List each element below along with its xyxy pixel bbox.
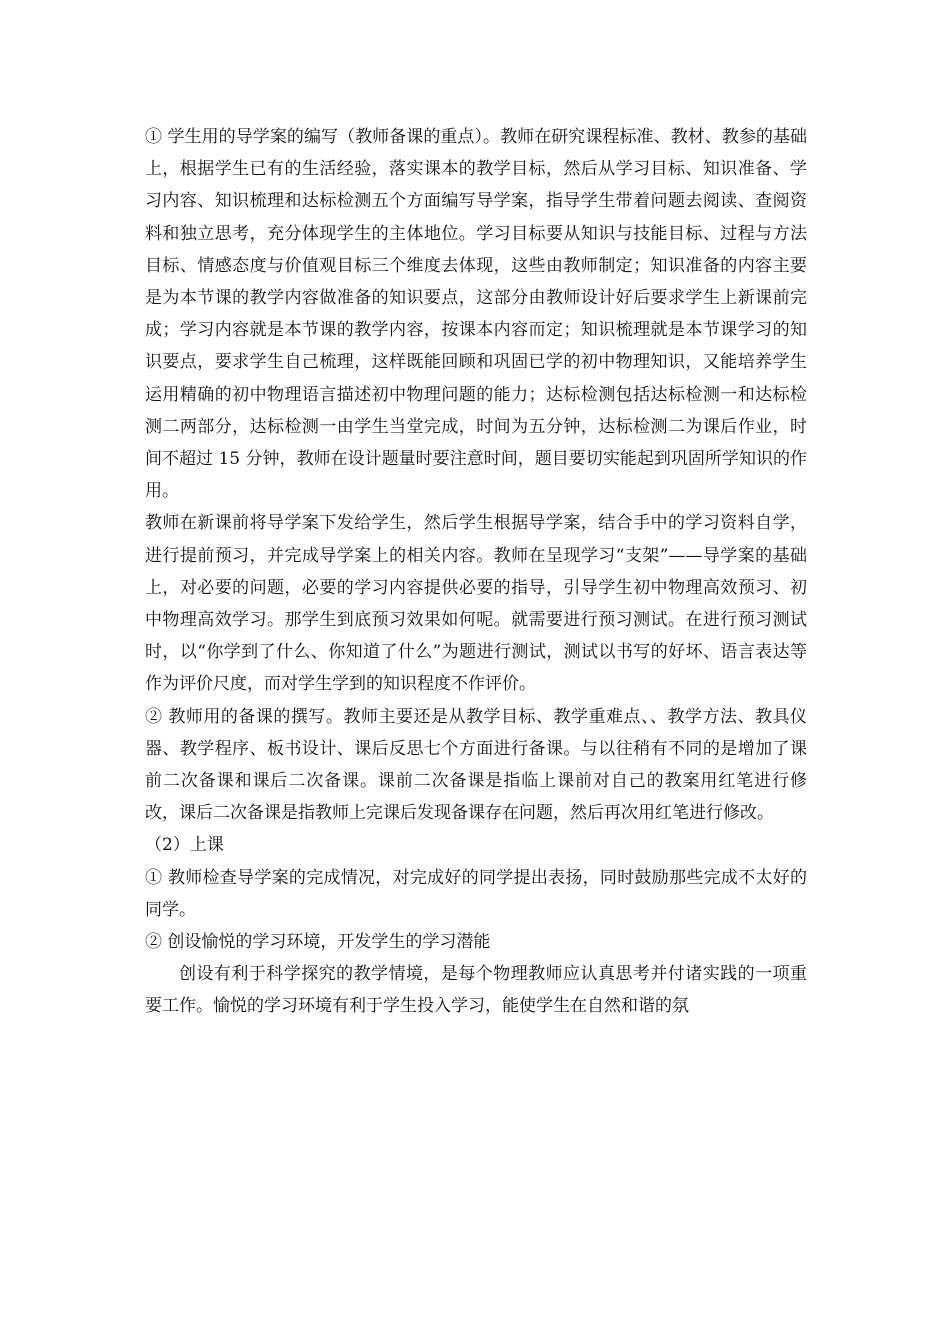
paragraph-learning-environment-heading: ② 创设愉悦的学习环境，开发学生的学习潜能 [145,932,491,953]
paragraph-check-guide: ① 教师检查导学案的完成情况，对完成好的同学提出表扬，同时鼓励那些完成不太好的同学。 [145,867,807,920]
paragraph-inquiry-situation: 创设有利于科学探究的教学情境，是每个物理教师应认真思考并付诸实践的一项重要工作。愉悦的学习环境有利于学生投入学习，能使学生在自然和谐的氛 [145,964,807,1017]
paragraph-student-guide-writing: ① 学生用的导学案的编写（教师备课的重点）。教师在研究课程标准、教材、教参的基础上，根据学生已有的生活经验，落实课本的教学目标，然后从学习目标、知识准备、学习内容、知识梳理和达标检测五个方面编写导学案，指导学生带着问题去阅读、查阅资料和独立思考，充分体现学生的主体地位。学习目标要从知识与技能目标、过程与方法目标、情感态度与价值观目标三个维度去体现，这些由教师制定；知识准备的内容主要是为本节课的教学内容做准备的知识要点，这部分由教师设计好后要求学生上新课前完成；学习内容就是本节课的教学内容，按课本内容而定；知识梳理就是本节课学习的知识要点，要求学生自己梳理，这样既能回顾和巩固已学的初中物理知识，又能培养学生运用精确的初中物理语言描述初中物理问题的能力；达标检测包括达标检测一和达标检测二两部分，达标检测一由学生当堂完成，时间为五分钟，达标检测二为课后作业，时间不超过 15 分钟，教师在设计题量时要注意时间，题目要切实能起到巩固所学知识的作用。 [145,127,807,502]
paragraph-pre-class-preview: 教师在新课前将导学案下发给学生，然后学生根据导学案，结合手中的学习资料自学，进行提前预习，并完成导学案上的相关内容。教师在呈现学习“支架”——导学案的基础上，对必要的问题，必要的学习内容提供必要的指导，引导学生初中物理高效预习、初中物理高效学习。那学生到底预习效果如何呢。就需要进行预习测试。在进行预习测试时，以“你学到了什么、你知道了什么”为题进行测试，测试以书写的好坏、语言表达等作为评价尺度，而对学生学到的知识程度不作评价。 [145,513,807,695]
document-body [145,121,807,1023]
paragraph-teacher-lesson-plan: ② 教师用的备课的撰写。教师主要还是从教学目标、教学重难点、、教学方法、教具仪器、教学程序、板书设计、课后反思七个方面进行备课。与以往稍有不同的是增加了课前二次备课和课后二次备课。课前二次备课是指临上课前对自己的教案用红笔进行修改，课后二次备课是指教师上完课后发现备课存在问题，然后再次用红笔进行修改。 [145,706,807,824]
section-heading-class: （2）上课 [145,835,224,856]
